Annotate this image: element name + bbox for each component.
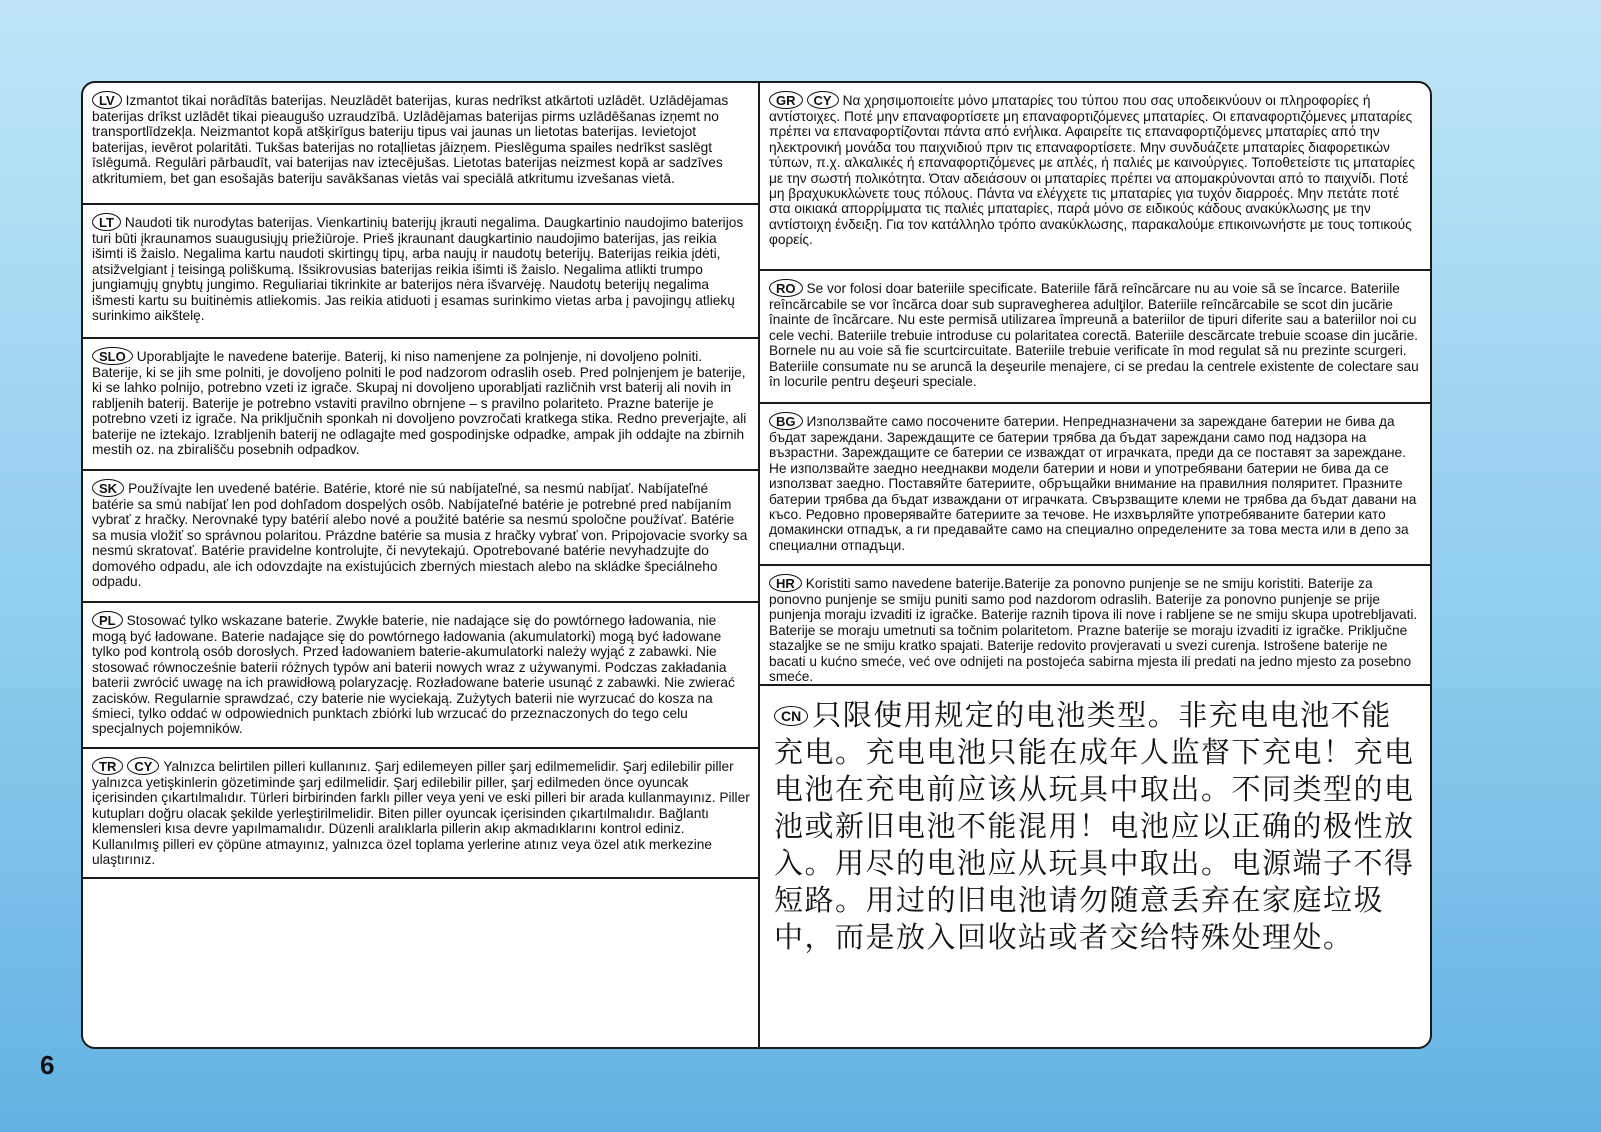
section-hr [760, 566, 1430, 686]
lang-badge: PL [92, 611, 123, 629]
right-column [760, 83, 1430, 1047]
warning-text: Να χρησιμοποιείτε μόνο μπαταρίες του τύπου που σας υποδεικνύουν οι πληροφορίες ή αντίστοιχες. Ποτέ μην επαναφορτίσετε μη επαναφορτιζόμενες μπαταρίες. Οι επαναφορτιζόμενες μπαταρίες πρέπει να επαναφορτίζονται πάντα από ενήλικα. Αφαιρείτε τις επαναφορτιζόμενες μπαταρίες από την ηλεκτρονική μονάδα του παιχνιδιού πριν τις επαναφορτίσετε. Μην συνδυάζετε μπαταρίες διαφορετικών τύπων, π.χ. αλκαλικές ή επαναφορτιζόμενες με απλές, ή παλιές με καινούργιες. Τοποθετείστε τις μπαταρίες με την σωστή πολικότητα. Όταν αδειάσουν οι μπαταρίες πρέπει να απομακρύνονται από το παιχνίδι. Ποτέ μη βραχυκυκλώνετε τους πόλους. Πάντα να ελέγχετε τις μπαταρίες για τυχόν διαρροές. Μην πετάτε ποτέ στα οικιακά απορρίμματα τις παλιές μπαταρίες, παρά μόνο σε ειδικούς κάδους ανακύκλωσης με την αντίστοιχη ένδειξη. Για τον κατάλληλο τρόπο ανακύκλωσης, παρακαλούμε επικοινωνήστε με τους τοπικούς φορείς. [769, 93, 1415, 248]
safety-card [81, 81, 1432, 1049]
section-text [769, 91, 1422, 248]
section-text [769, 574, 1422, 684]
section-text [92, 757, 750, 867]
section-bg [760, 404, 1430, 566]
section-text [92, 611, 750, 737]
lang-badge: GR [769, 91, 803, 109]
warning-text: Naudoti tik nurodytas baterijas. Vienkartinių baterijų įkrauti negalima. Daugkartinio naudojimo baterijos turi būti įkraunamos suaugusiųjų priežiūroje. Prieš įkraunant daugkartinio naudojimo baterijas, jas reikia išimti iš žaislo. Negalima kartu naudoti skirtingų tipų, arba naujų ir naudotų beterijų. Baterijas reikia įdėti, atsižvelgiant į teisingą poliškumą. Išsikrovusias baterijas reikia išimti iš žaislo. Negalima atlikti trumpo jungiamųjų gnybtų jungimo. Reguliariai tikrinkite ar baterijos nėra išvarvėję. Naudotų beterijų negalima išmesti kartu su buitinėmis atliekomis. Jas reikia atiduoti į esamas surinkimo vietas arba į pavojingų atliekų surinkimo aikštelę. [92, 215, 744, 324]
warning-text: Uporabljajte le navedene baterije. Baterij, ki niso namenjene za polnjenje, ni dovoljeno polniti. Baterije, ki se jih sme polniti, je dovoljeno polniti le pod nadzorom odraslih oseb. Pred polnjenjem je baterije, ki se lahko polnijo, potrebno vzeti iz igrače. Skupaj ni dovoljeno uporabljati različnih vrst baterij ali novih in rabljenih baterij. Baterije je potrebno vstaviti pravilno obrnjene – s pravilno polariteto. Prazne baterije je potrebno vzeti iz igrače. Na priključnih sponkah ni dovoljeno povzročati kratkega stika. Redno preverjajte, ali baterije ne iztekajo. Izrabljenih baterij ne odlagajte med gospodinjske odpadke, ampak jih oddajte na zbirnih mestih oz. na zbirališču posebnih odpadkov. [92, 349, 747, 458]
section-sk [83, 471, 758, 603]
section-cn [760, 686, 1430, 1047]
section-text [92, 213, 750, 323]
lang-badge: SLO [92, 347, 133, 365]
lang-badge: BG [769, 412, 803, 430]
lang-badge: RO [769, 279, 803, 297]
warning-text: Koristiti samo navedene baterije.Baterije za ponovno punjenje se ne smiju koristiti. Baterije za ponovno punjenje se smiju puniti samo pod nazdorom odraslih. Baterije za ponovno punjenje se prije punjenja moraju izvaditi iz igračke. Baterije raznih tipova ili nove i rabljene se ne smiju skupa upotrebljavati. Baterije se moraju umetnuti sa točnim polaritetom. Prazne baterije se moraju izvaditi iz igračke. Priključne stazaljke se ne smiju kratko spajati. Baterije redovito provjeravati u svezi curenja. Istrošene baterije ne bacati u kućno smeće, već ove odnijeti na postojeća sabirna mjesta ili predati na jedno mjesto za posebno smeće. [769, 576, 1418, 685]
lang-badge: LV [92, 91, 122, 109]
section-text [769, 412, 1422, 553]
lang-badge: TR [92, 757, 123, 775]
lang-badge: CY [807, 91, 839, 109]
section-lt [83, 205, 758, 339]
left-column [83, 83, 760, 1047]
section-gr [760, 83, 1430, 271]
section-tr [83, 749, 758, 879]
section-slo [83, 339, 758, 471]
section-text [92, 479, 750, 589]
lang-badge: CN [774, 706, 808, 726]
warning-text: Se vor folosi doar bateriile specificate. Bateriile fără reîncărcare nu au voie să se încarce. Bateriile reîncărcabile se vor încărca doar sub supravegherea adulţilor. Bateriile reîncărcabile se scot din jucărie înainte de încărcare. Nu este permisă utilizarea împreună a bateriilor de tipuri diferite sau a bateriilor noi cu cele vechi. Bateriile trebuie introduse cu polaritatea corectă. Bateriile descărcate trebuie scoase din jucărie. Bornele nu au voie să fie scurtcircuitate. Bateriile trebuie verificate în mod regulat să nu prezinte scurgeri. Bateriile consumate nu se aruncă la deşeurile menajere, ci se predau la centrele existente de colectare sau în locurile pentru deşeuri speciale. [769, 281, 1419, 390]
warning-text: Používajte len uvedené batérie. Batérie, ktoré nie sú nabíjateľné, sa nesmú nabíjať. Nabíjateľné batérie sa smú nabíjať len pod dohľadom dospelých osôb. Nabíjateľné batérie je potrebné pred nabíjaním vybrať z hračky. Nerovnaké typy batérií alebo nové a použité batérie sa nesmú spoločne používať. Batérie sa musia vložiť so správnou polaritou. Prázdne batérie sa musia z hračky vybrať von. Pripojovacie svorky sa nesmú skratovať. Batérie pravidelne kontrolujte, či nevytekajú. Opotrebované batérie nevyhadzujte do domového odpadu, ale ich odovzdajte na existujúcich zberných miestach alebo na skládke špeciálneho odpadu. [92, 481, 748, 590]
warning-text: Stosować tylko wskazane baterie. Zwykłe baterie, nie nadające się do powtórnego ładowania, nie mogą być ładowane. Baterie nadające się do powtórnego ładowania (akumulatorki) mogą być ładowane tylko pod kontrolą osób dorosłych. Przed ładowaniem baterie-akumulatorki należy wyjąć z zabawki. Nie stosować równocześnie baterii różnych typów ani baterii nowych wraz z używanymi. Podczas zakładania baterii zwrócić uwagę na ich prawidłową polaryzację. Rozładowane baterie usunąć z zabawki. Nie zwierać zacisków. Regularnie sprawdzać, czy baterie nie wyciekają. Zużytych baterii nie wyrzucać do kosza na śmieci, tylko oddać w odpowiednich punktach zbiórki lub wrzucać do przeznaczonych do tego celu specjalnych pojemników. [92, 613, 735, 737]
section-text [769, 279, 1422, 389]
lang-badge: HR [769, 574, 802, 592]
section-text [92, 347, 750, 457]
section-text [774, 698, 1420, 957]
warning-text: 只限使用规定的电池类型。非充电电池不能充电。充电电池只能在成年人监督下充电！充电电池在充电前应该从玩具中取出。不同类型的电池或新旧电池不能混用！电池应以正确的极性放入。用尽的电池应从玩具中取出。电源端子不得短路。用过的旧电池请勿随意丢弃在家庭垃圾中，而是放入回收站或者交给特殊处理处。 [774, 700, 1415, 954]
lang-badge: LT [92, 213, 121, 231]
section-pl [83, 603, 758, 749]
section-ro [760, 271, 1430, 404]
warning-text: Yalnızca belirtilen pilleri kullanınız. Şarj edilemeyen piller şarj edilmemelidir. Şarj edilebilir piller yalnızca yetişkinlerin gözetiminde şarj edilmelidir. Şarj edilebilir piller, şarj edilmeden önce oyuncak içerisinden çıkartılmalıdır. Türleri birbirinden farklı piller veya yeni ve eski pilleri bir arada kullanmayınız. Piller kutupları doğru olacak şekilde yerleştirilmelidir. Biten piller oyuncak içerisinden çıkartılmalıdır. Bağlantı klemensleri kısa devre yapılmamalıdır. Düzenli aralıklarla pillerin akıp akmadıklarını kontrol ediniz. Kullanılmış pilleri ev çöpüne atmayınız, yalnızca özel toplama yerlerine atınız veya özel atık merkezine ulaştırınız. [92, 759, 750, 868]
section-text [92, 91, 750, 186]
warning-text: Използвайте само посочените батерии. Непредназначени за зареждане батерии не бива да бъдат зареждани. Зареждащите се батерии трябва да бъдат зареждани само под надзора на възрастни. Зареждащите се батерии се изваждат от играчката, преди да се поставят за зареждане. Не използвайте заедно нееднакви модели батерии и нови и употребявани батерии не бива да се използват заедно. Поставяйте батериите, обръщайки внимание на правилния поляритет. Празните батерии трябва да бъдат изваждани от играчката. Свързващите клеми не трябва да бъдат давани на късо. Редовно проверявайте батериите за течове. Не изхвърляйте употребяваните батерии като домакински отпадък, а ги предавайте само на специално определените за това места или в депо за специални отпадъци. [769, 414, 1417, 553]
section-lv [83, 83, 758, 205]
page-number: 6 [40, 1050, 55, 1080]
lang-badge: SK [92, 479, 124, 497]
warning-text: Izmantot tikai norādītās baterijas. Neuzlādēt baterijas, kuras nedrīkst atkārtoti uzlādēt. Uzlādējamas baterijas drīkst uzlādēt tikai pieaugušo uzraudzībā. Uzlādējamas baterijas pirms uzlādēšanas izņemt no transportlīdzekļa. Neizmantot kopā atšķirīgus bateriju tipus vai jaunas un lietotas baterijas. Ievietojot baterijas, ievērot polaritāti. Tukšas baterijas no rotaļlietas jāizņem. Pieslēguma spailes nedrīkst saslēgt īslēgumā. Regulāri pārbaudīt, vai baterijas nav iztecējušas. Lietotas baterijas neizmest kopā ar sadzīves atkritumiem, bet gan esošajās bateriju savākšanas vietās vai speciālā atkritumu izvešanas vietā. [92, 93, 729, 186]
lang-badge: CY [127, 757, 159, 775]
